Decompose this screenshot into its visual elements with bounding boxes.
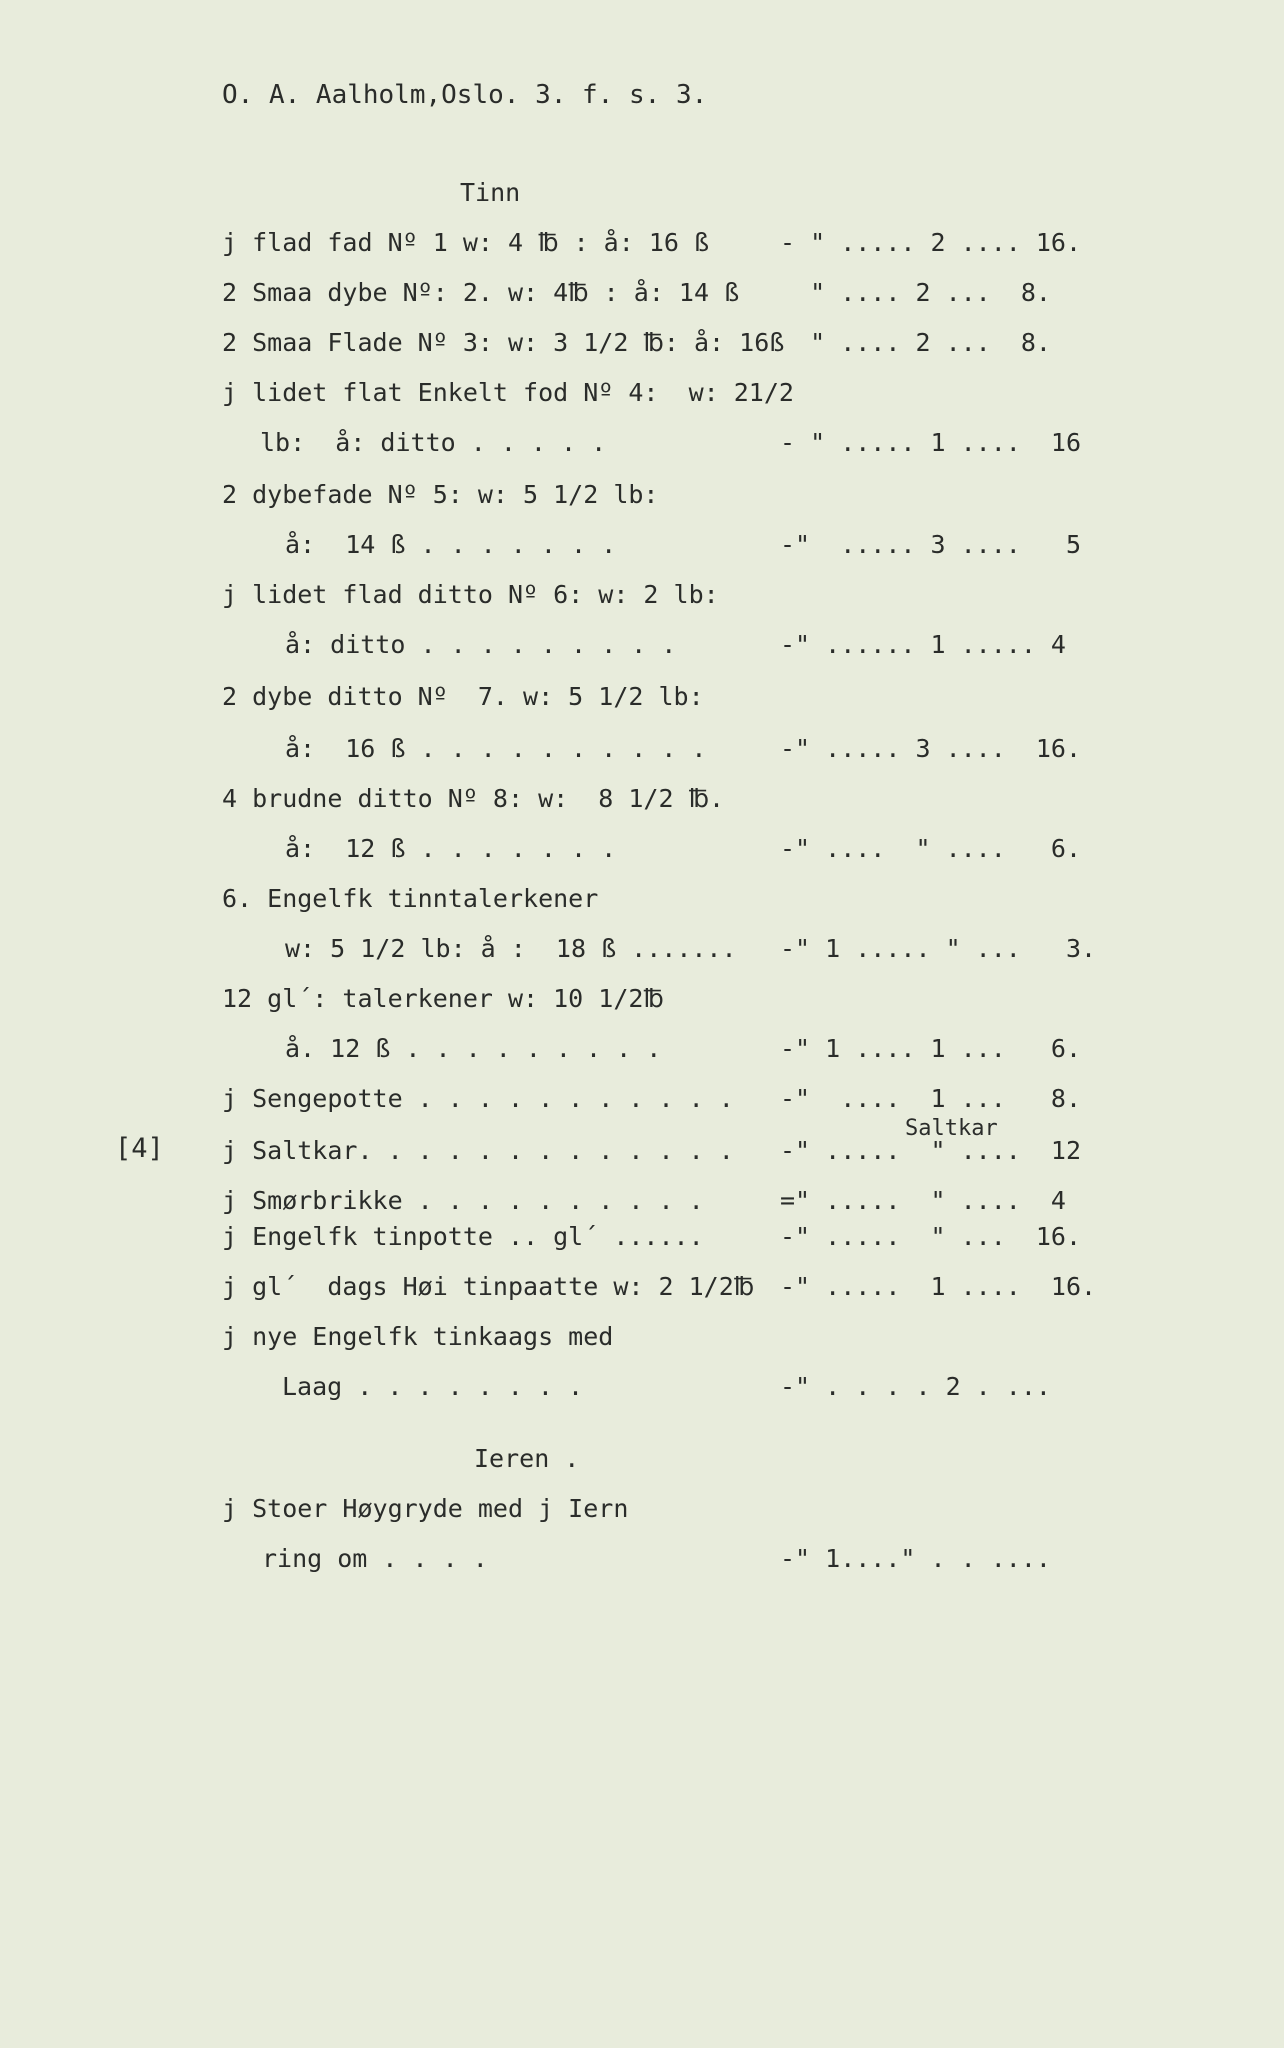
entry-line: j gl´ dags Høi tinpaatte w: 2 1/2℔ <box>222 1272 755 1301</box>
section-title-ieren: Ieren . <box>474 1444 580 1473</box>
entry-line: j lidet flat Enkelt fod Nº 4: w: 21/2 <box>222 378 794 407</box>
entry-values: " .... 2 ... 8. <box>780 278 1051 307</box>
entry-line: 6. Engelfk tinntalerkener <box>222 884 599 913</box>
entry-line: 4 brudne ditto Nº 8: w: 8 1/2 ℔. <box>222 784 725 813</box>
entry-line: j flad fad Nº 1 w: 4 ℔ : å: 16 ß <box>222 228 710 257</box>
entry-line: å: ditto . . . . . . . . . <box>285 630 677 659</box>
entry-line: ring om . . . . <box>262 1544 488 1573</box>
entry-line: Laag . . . . . . . . <box>282 1372 584 1401</box>
entry-values: -" .... " .... 6. <box>780 834 1082 863</box>
entry-line: å: 16 ß . . . . . . . . . . <box>285 734 707 763</box>
entry-values: -" ..... 1 .... 16. <box>780 1272 1097 1301</box>
entry-values: -" ..... 3 .... 16. <box>780 734 1082 763</box>
entry-values: -" ..... " ... 16. <box>780 1222 1082 1251</box>
entry-values: -" .... 1 ... 8. <box>780 1084 1082 1113</box>
entry-values: -" ..... 3 .... 5 <box>780 530 1082 559</box>
entry-line: j nye Engelfk tinkaags med <box>222 1322 614 1351</box>
entry-line: å: 14 ß . . . . . . . <box>285 530 617 559</box>
entry-values: " .... 2 ... 8. <box>780 328 1051 357</box>
entry-line: 12 gl´: talerkener w: 10 1/2℔ <box>222 984 664 1013</box>
entry-line: 2 Smaa Flade Nº 3: w: 3 1/2 ℔: å: 16ß <box>222 328 785 357</box>
entry-line: lb: å: ditto . . . . . <box>260 428 607 457</box>
document-header: O. A. Aalholm,Oslo. 3. f. s. 3. <box>222 80 708 110</box>
margin-page-number: [4] <box>115 1133 164 1164</box>
entry-line: j Sengepotte . . . . . . . . . . . <box>222 1084 734 1113</box>
entry-line: j Smørbrikke . . . . . . . . . . <box>222 1186 704 1215</box>
entry-line: å: 12 ß . . . . . . . <box>285 834 617 863</box>
entry-values: -" 1 .... 1 ... 6. <box>780 1034 1082 1063</box>
entry-values: -" 1 ..... " ... 3. <box>780 934 1097 963</box>
entry-values: =" ..... " .... 4 <box>780 1186 1066 1215</box>
entry-line: j Engelfk tinpotte .. gl´ ...... <box>222 1222 704 1251</box>
entry-values: -" . . . . 2 . ... <box>780 1372 1051 1401</box>
saltkar-annotation: Saltkar <box>905 1116 998 1141</box>
entry-line: 2 dybe ditto Nº 7. w: 5 1/2 lb: <box>222 682 704 711</box>
entry-line: 2 dybefade Nº 5: w: 5 1/2 lb: <box>222 480 659 509</box>
section-title-tinn: Tinn <box>460 178 521 207</box>
entry-line: j lidet flad ditto Nº 6: w: 2 lb: <box>222 580 719 609</box>
entry-line: å. 12 ß . . . . . . . . . <box>285 1034 662 1063</box>
entry-line: j Stoer Høygryde med j Iern <box>222 1494 629 1523</box>
entry-line: w: 5 1/2 lb: å : 18 ß ....... <box>285 934 737 963</box>
entry-values: -" 1...." . . .... <box>780 1544 1051 1573</box>
entry-values: -" ...... 1 ..... 4 <box>780 630 1066 659</box>
entry-line: 2 Smaa dybe Nº: 2. w: 4℔ : å: 14 ß <box>222 278 740 307</box>
entry-values: -" ..... " .... 12 <box>780 1136 1082 1165</box>
entry-values: - " ..... 1 .... 16 <box>780 428 1082 457</box>
entry-line: j Saltkar. . . . . . . . . . . . . <box>222 1136 734 1165</box>
entry-values: - " ..... 2 .... 16. <box>780 228 1082 257</box>
